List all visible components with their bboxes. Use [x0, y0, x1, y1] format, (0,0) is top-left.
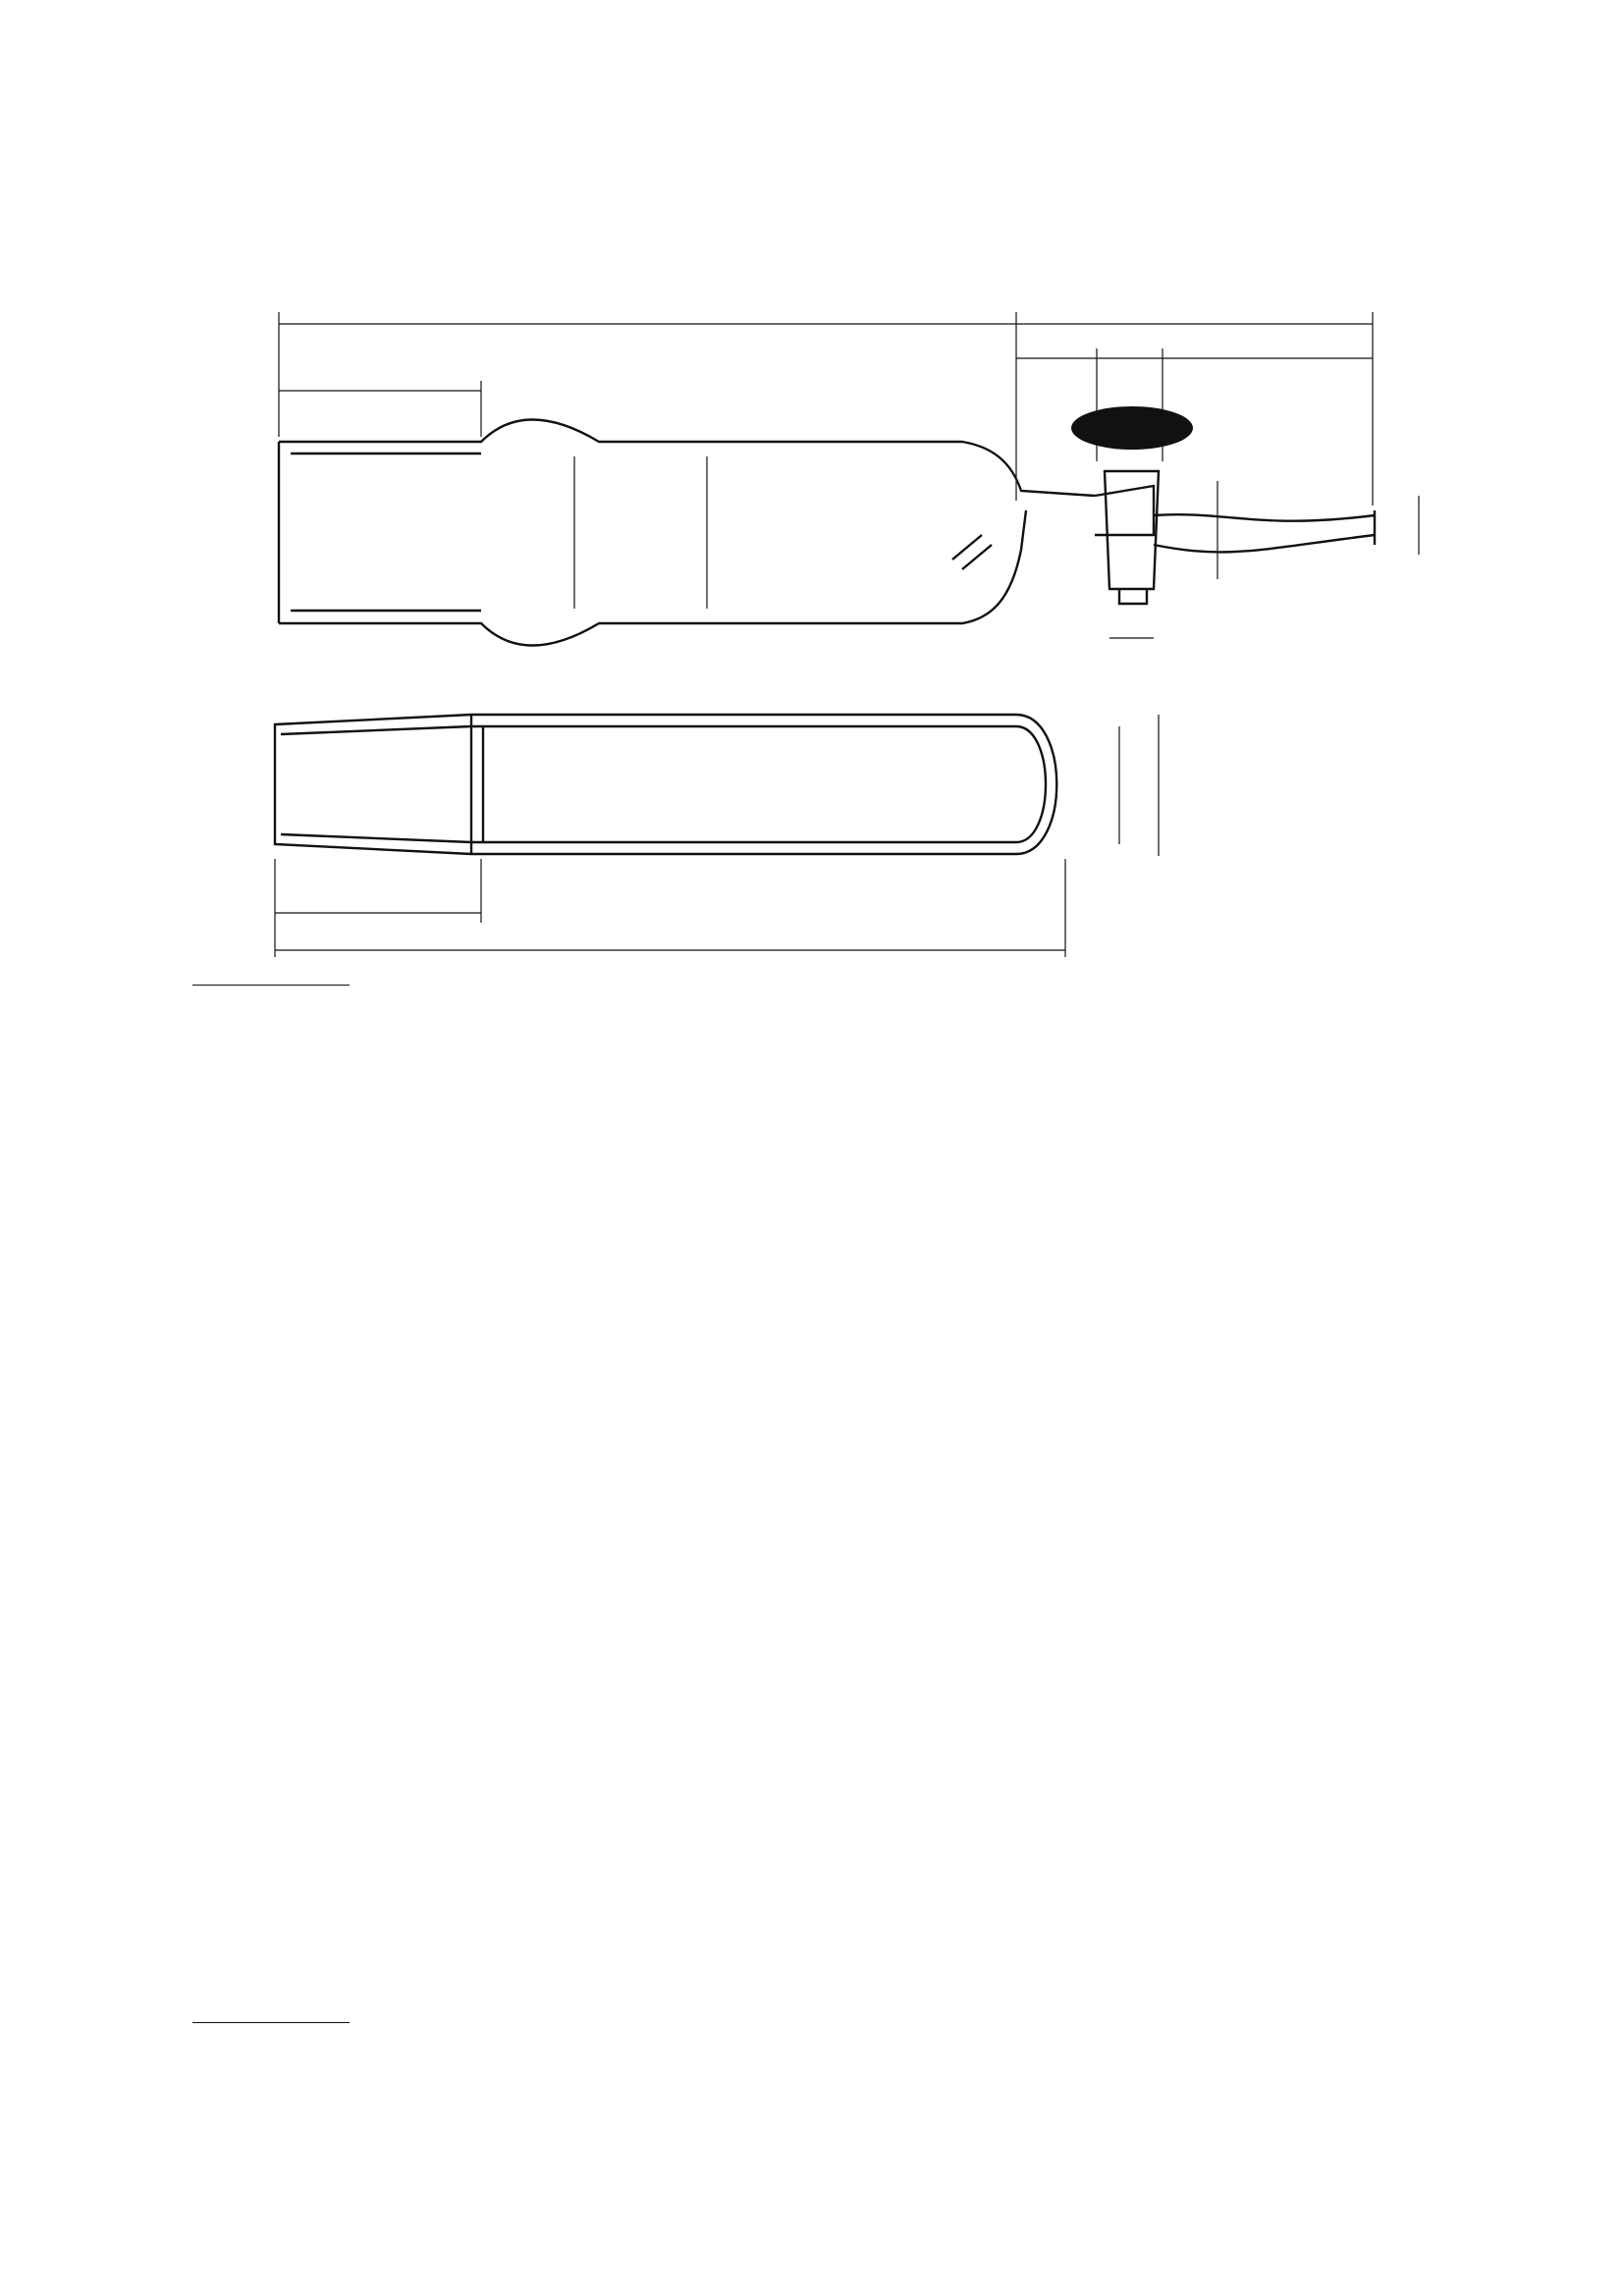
drying-tube-drawing — [0, 0, 1623, 982]
footnote-rule — [192, 985, 350, 986]
tube-bottom — [275, 715, 1056, 854]
dimension-lines — [275, 312, 1419, 957]
tube-top — [279, 406, 1375, 646]
body-text — [192, 1271, 1500, 1334]
stopcock-handle-shape — [1071, 406, 1193, 450]
footnote-rule — [192, 2022, 350, 2023]
